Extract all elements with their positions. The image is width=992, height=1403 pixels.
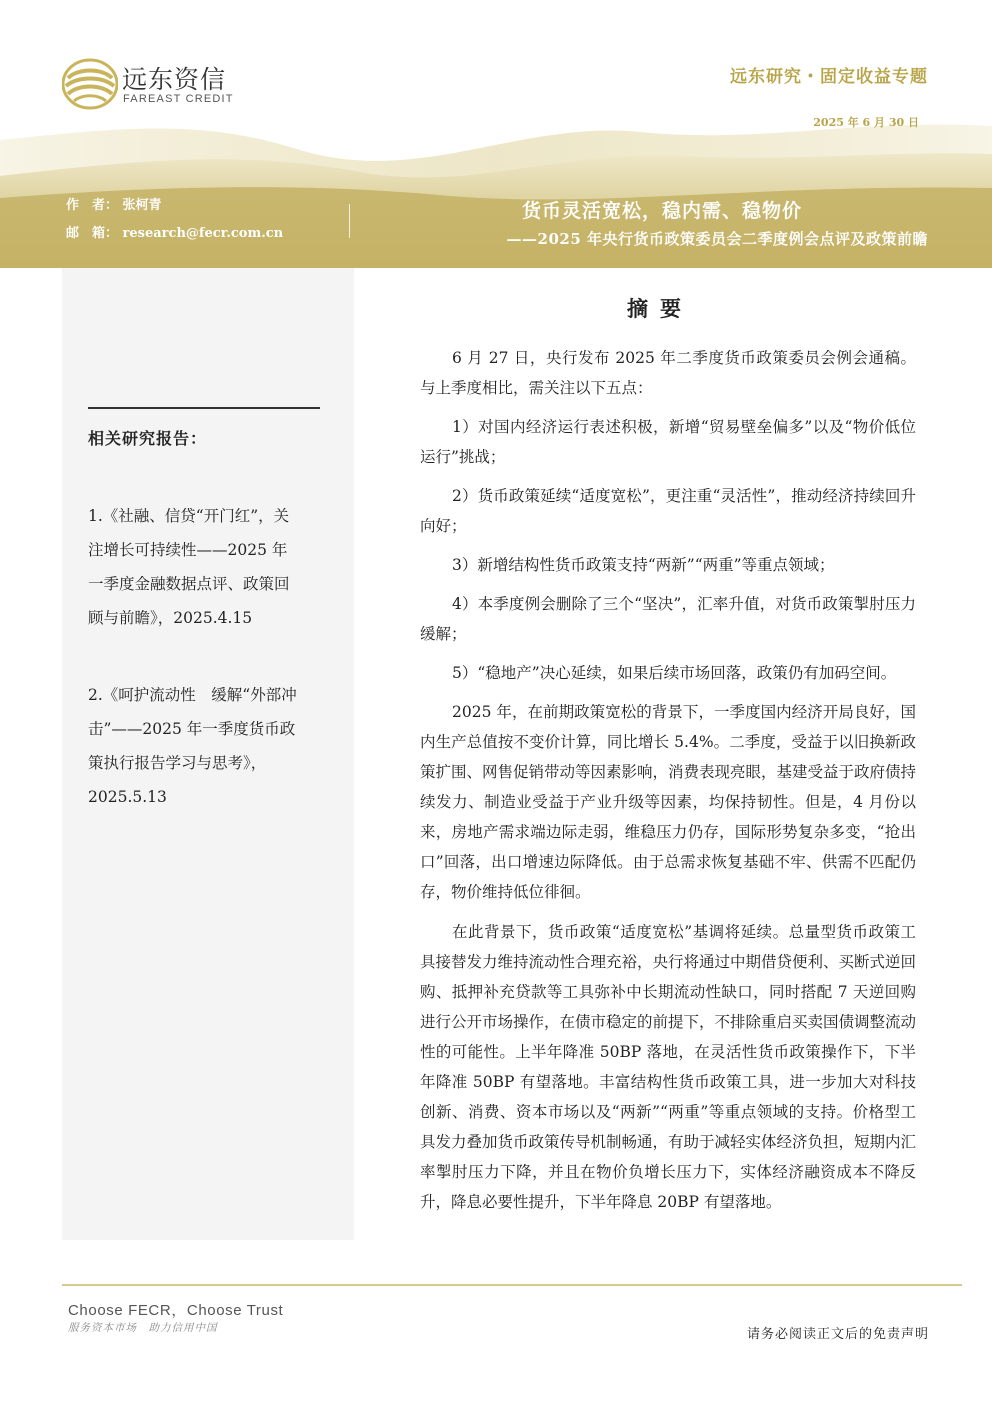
report-subtitle: ——2025 年央行货币政策委员会二季度例会点评及政策前瞻 [506, 230, 928, 248]
summary-point-1: 1）对国内经济运行表述积极，新增“贸易壁垒偏多”以及“物价低位运行”挑战； [420, 418, 916, 466]
report-date: 2025 年 6 月 30 日 [813, 116, 919, 129]
author-row [66, 194, 346, 222]
fecr-logo-icon [62, 56, 118, 112]
report-title: 货币灵活宽松，稳内需、稳物价 [521, 200, 802, 222]
header-divider [349, 204, 350, 238]
summary-paragraph: 2025 年，在前期政策宽松的背景下，一季度国内经济开局良好，国内生产总值按不变价计算，同比增长 5.4%。二季度，受益于以旧换新政策扩围、网售促销带动等因素影响，消费表现亮眼，基建受益于政府债持续发力、制造业受益于产业升级等因素，均保持韧性。但是，4 月份以来，房地产需求端边际走弱，维稳压力仍存，国际形势复杂多变，“抢出口”回落，出口增速边际降低。由于总需求恢复基础不牢、供需不匹配仍存，物价维持低位徘徊。 [420, 703, 917, 901]
footer-slogan: Choose FECR，Choose Trust [68, 1302, 284, 1319]
email-row [66, 222, 346, 250]
summary-body [420, 343, 916, 1227]
related-report-item[interactable]: 2.《呵护流动性 缓解“外部冲 击”——2025 年一季度货币政 策执行报告学习与思考》， 2025.5.13 [88, 686, 297, 806]
author-label: 作 者： [66, 198, 119, 213]
fecr-logo [62, 56, 252, 112]
summary-paragraph: 在此背景下，货币政策“适度宽松”基调将延续。总量型货币政策工具接替发力维持流动性合理充裕，央行将通过中期借贷便利、买断式逆回购、抵押补充贷款等工具弥补中长期流动性缺口，同时搭配 7 天逆回购进行公开市场操作，在债市稳定的前提下，不排除重启买卖国债调整流动性的可能性。上半年降准 50BP 落地，在灵活性货币政策操作下，下半年降准 50BP 有望落地。丰富结构性货币政策工具，进一步加大对科技创新、消费、资本市场以及“两新”“两重”等重点领域的支持。价格型工具发力叠加货币政策传导机制畅通，有助于减轻实体经济负担，短期内汇率掣肘压力下降，并且在物价负增长压力下，实体经济融资成本不降反升，降息必要性提升，下半年降息 20BP 有望落地。 [420, 923, 917, 1211]
footer-divider [62, 1284, 962, 1286]
related-report-item[interactable]: 1.《社融、信贷“开门红”，关 注增长可持续性——2025 年 一季度金融数据点评、政策回 顾与前瞻》，2025.4.15 [88, 507, 290, 627]
logo-text-en: FAREAST CREDIT [123, 93, 234, 105]
related-reports-list [88, 465, 330, 857]
related-reports-heading: 相关研究报告： [88, 429, 208, 448]
summary-point-4: 4）本季度例会删除了三个“坚决”，汇率升值，对货币政策掣肘压力缓解； [420, 595, 916, 643]
email-label: 邮 箱： [66, 226, 119, 241]
summary-title: 摘要 [627, 296, 693, 321]
report-series: 远东研究・固定收益专题 [730, 67, 928, 87]
summary-paragraph: 6 月 27 日，央行发布 2025 年二季度货币政策委员会例会通稿。与上季度相比，需关注以下五点： [420, 349, 916, 397]
header-band [0, 0, 992, 268]
author-block [66, 194, 346, 250]
summary-point-3: 3）新增结构性货币政策支持“两新”“两重”等重点领域； [452, 556, 835, 574]
sidebar-divider [88, 407, 320, 409]
summary-point-2: 2）货币政策延续“适度宽松”，更注重“灵活性”，推动经济持续回升向好； [420, 487, 916, 535]
summary-point-5: 5）“稳地产”决心延续，如果后续市场回落，政策仍有加码空间。 [452, 664, 897, 682]
footer-disclaimer: 请务必阅读正文后的免责声明 [746, 1327, 929, 1342]
email-address[interactable]: research@fecr.com.cn [122, 226, 284, 241]
logo-text-cn: 远东资信 [122, 65, 227, 94]
footer-subslogan: 服务资本市场 助力信用中国 [68, 1322, 218, 1334]
author-name: 张柯青 [122, 198, 162, 213]
